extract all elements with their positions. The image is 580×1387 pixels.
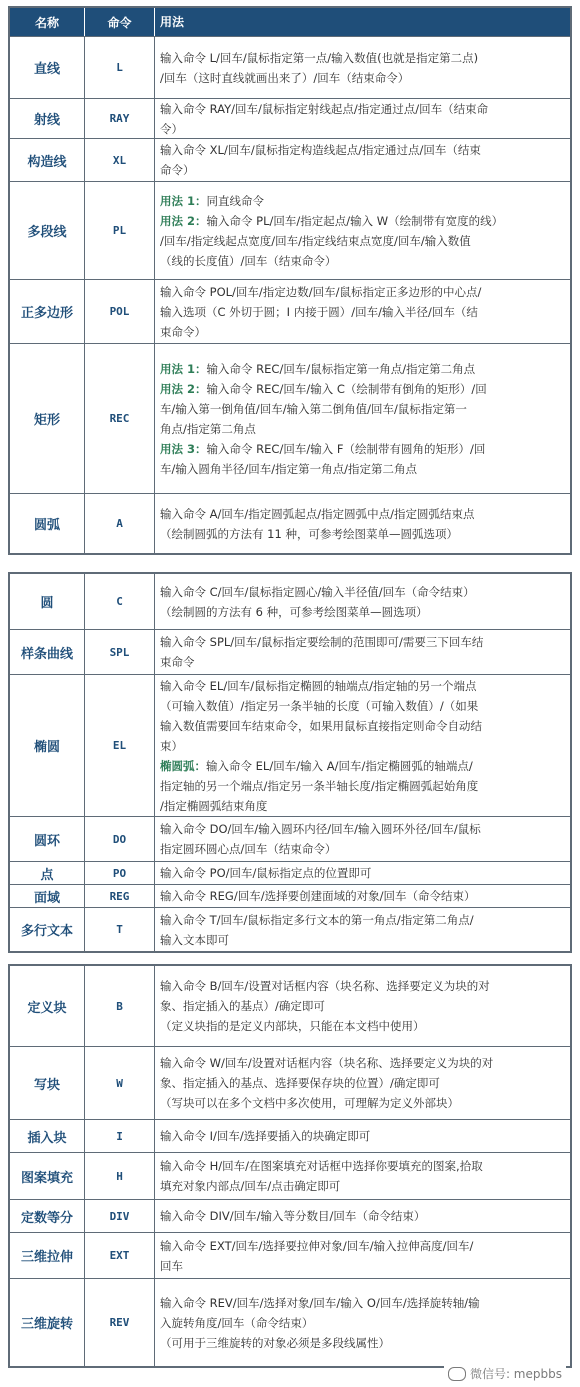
usage-line [160,1313,565,1333]
usage-method-label: 椭圆弧： [160,758,206,773]
usage-text: 命令） [160,163,195,177]
command-code: PL [85,182,155,279]
usage-line [160,582,565,602]
usage-text: 输入命令 DIV/回车/输入等分数目/回车（命令结束） [160,1209,426,1223]
usage-text: 入旋转角度/回车（命令结束） [160,1315,314,1330]
usage-line [160,322,565,342]
command-name: 三维旋转 [10,1279,85,1366]
command-name: 构造线 [10,139,85,181]
command-code: DO [85,817,155,861]
usage-text: 输入命令 XL/回车/鼠标指定构造线起点/指定通过点/回车（结束 [160,143,481,157]
usage-text: 填充对象内部点/回车/点击确定即可 [160,1179,341,1193]
usage-text: 输入命令 REC/回车/输入 C（绘制带有倒角的矩形）/回 [206,381,487,396]
usage-line [160,632,565,652]
usage-method-label: 用法 3： [160,441,207,456]
usage-line [160,68,565,88]
usage-line [160,716,565,736]
usage-line [160,504,565,524]
command-name: 圆弧 [10,494,85,553]
usage-line [160,1093,565,1113]
command-name: 直线 [10,37,85,98]
command-usage [155,885,570,907]
table-row [10,493,570,553]
usage-line [160,1016,565,1036]
command-code: REC [85,344,155,493]
usage-line [160,863,565,883]
command-name: 点 [10,862,85,884]
usage-text: 象、指定插入的基点、选择要保存块的位置）/确定即可 [160,1076,440,1090]
command-code: XL [85,139,155,181]
usage-line [160,776,565,796]
usage-line [160,48,565,68]
table-row [10,674,570,816]
command-code: B [85,966,155,1046]
command-code: EL [85,675,155,816]
usage-text: 车/输入圆角半径/回车/指定第一角点/指定第二角点 [160,461,417,476]
command-usage [155,494,570,553]
usage-text: 输入命令 PL/回车/指定起点/输入 W（绘制带有宽度的线） [206,213,504,228]
command-usage [155,862,570,884]
usage-line [160,282,565,302]
usage-text: 输入命令 EL/回车/鼠标指定椭圆的轴端点/指定轴的另一个端点 [160,678,477,693]
table-row [10,1232,570,1278]
command-usage [155,280,570,343]
usage-method-label: 用法 1： [160,361,207,376]
command-name: 正多边形 [10,280,85,343]
command-name: 矩形 [10,344,85,493]
table-row [10,36,570,98]
table-row [10,1199,570,1232]
command-name: 样条曲线 [10,630,85,674]
command-usage [155,1233,570,1278]
command-code: T [85,908,155,951]
command-code: I [85,1120,155,1152]
usage-line [160,819,565,839]
usage-text: 输入命令 DO/回车/输入圆环内径/回车/输入圆环外径/回车/鼠标 [160,822,481,836]
header-name: 名称 [10,8,85,36]
usage-line [160,1293,565,1313]
usage-line [160,359,565,379]
usage-line [160,302,565,322]
usage-text: /回车（这时直线就画出来了）/回车（结束命令） [160,70,410,85]
command-name: 面域 [10,885,85,907]
table-row [10,1152,570,1199]
usage-text: 输入命令 EXT/回车/选择要拉伸对象/回车/输入拉伸高度/回车/ [160,1238,474,1253]
usage-text: （绘制圆的方法有 6 种，可参考绘图菜单—圆选项） [160,604,428,619]
table-row [10,861,570,884]
command-usage [155,37,570,98]
usage-text: 角点/指定第二角点 [160,421,256,436]
usage-text: 指定轴的另一个端点/指定另一条半轴长度/指定椭圆弧起始角度 [160,778,479,793]
usage-text: /回车/指定线起点宽度/回车/指定线结束点宽度/回车/输入数值 [160,233,471,248]
usage-line [160,930,565,950]
usage-text: 输入命令 T/回车/鼠标指定多行文本的第一角点/指定第二角点/ [160,912,474,927]
usage-text: 令） [160,121,183,136]
usage-method-label: 用法 2： [160,381,207,396]
command-code: SPL [85,630,155,674]
usage-line [160,524,565,544]
command-name: 写块 [10,1047,85,1119]
usage-text: （可用于三维旋转的对象必须是多段线属性） [160,1335,390,1350]
usage-text: 输入命令 C/回车/鼠标指定圆心/输入半径值/回车（命令结束） [160,584,475,599]
usage-text: 输入命令 A/回车/指定圆弧起点/指定圆弧中点/指定圆弧结束点 [160,506,475,521]
usage-text: 输入命令 PO/回车/鼠标指定点的位置即可 [160,866,372,880]
usage-text: 同直线命令 [206,193,265,208]
usage-line [160,1256,565,1276]
command-usage [155,675,570,816]
command-name: 多段线 [10,182,85,279]
usage-line [160,231,565,251]
header-usage: 用法 [160,15,185,29]
command-usage [155,1120,570,1152]
usage-line [160,602,565,622]
usage-line [160,696,565,716]
command-name: 椭圆 [10,675,85,816]
command-usage [155,630,570,674]
usage-text: 输入文本即可 [160,932,229,947]
command-usage [155,182,570,279]
command-table-draw-2 [8,572,572,953]
usage-line [160,796,565,816]
command-name: 圆 [10,574,85,629]
usage-text: 输入命令 SPL/回车/鼠标指定要绘制的范围即可/需要三下回车结 [160,635,484,649]
command-usage [155,99,570,138]
command-usage [155,908,570,951]
command-name: 插入块 [10,1120,85,1152]
usage-text: 回车 [160,1258,183,1273]
usage-line [160,736,565,756]
usage-text: 输入命令 H/回车/在图案填充对话框中选择你要填充的图案,拾取 [160,1159,483,1173]
usage-text: 束命令） [160,324,206,339]
table-row [10,181,570,279]
command-name: 射线 [10,99,85,138]
usage-line [160,211,565,231]
command-usage [155,817,570,861]
table-row [10,816,570,861]
command-usage [155,1200,570,1232]
usage-line [160,1333,565,1353]
command-code: REG [85,885,155,907]
usage-text: （线的长度值）/回车（结束命令） [160,253,337,268]
command-name: 定义块 [10,966,85,1046]
command-code: POL [85,280,155,343]
table-row [10,629,570,674]
usage-line [160,119,565,139]
command-code: H [85,1153,155,1199]
command-name: 圆环 [10,817,85,861]
usage-text: 输入命令 I/回车/选择要插入的块确定即可 [160,1129,371,1143]
usage-line [160,99,565,119]
command-code: W [85,1047,155,1119]
usage-text: （可输入数值）/指定另一条半轴的长度（可输入数值）/（如果 [160,698,479,713]
table-row [10,1278,570,1366]
usage-line [160,459,565,479]
usage-text: （绘制圆弧的方法有 11 种，可参考绘图菜单—圆弧选项） [160,526,458,541]
usage-text: 车/输入第一倒角值/回车/输入第二倒角值/回车/鼠标指定第一 [160,401,467,416]
table-row [10,98,570,138]
usage-line [160,1156,565,1176]
usage-line [160,676,565,696]
usage-line [160,1126,565,1146]
usage-text: 输入选项（C 外切于圆；I 内接于圆）/回车/输入半径/回车（结 [160,304,478,319]
usage-line [160,399,565,419]
table-header [10,8,570,36]
command-table-block-3d [8,964,572,1368]
usage-text: 输入命令 REC/回车/鼠标指定第一角点/指定第二角点 [206,361,476,376]
usage-text: 输入命令 B/回车/设置对话框内容（块名称、选择要定义为块的对 [160,979,490,993]
usage-line [160,439,565,459]
usage-line [160,756,565,776]
usage-line [160,140,565,160]
usage-line [160,886,565,906]
usage-text: 输入数值需要回车结束命令，如果用鼠标直接指定则命令自动结 [160,718,482,733]
usage-text: （写块可以在多个文档中多次使用，可理解为定义外部块） [160,1096,459,1110]
command-code: L [85,37,155,98]
command-usage [155,574,570,629]
command-name: 三维拉伸 [10,1233,85,1278]
command-name: 定数等分 [10,1200,85,1232]
watermark [444,1364,566,1383]
usage-text: 输入命令 REC/回车/输入 F（绘制带有圆角的矩形）/回 [206,441,486,456]
usage-text: 束命令 [160,655,195,669]
watermark-text: 微信号: mepbbs [469,1367,562,1381]
command-code: REV [85,1279,155,1366]
usage-line [160,910,565,930]
usage-line [160,1053,565,1073]
table-row [10,574,570,629]
table-row [10,966,570,1046]
usage-line [160,419,565,439]
table-row [10,884,570,907]
usage-line [160,839,565,859]
command-usage [155,966,570,1046]
usage-text: /指定椭圆弧结束角度 [160,798,268,813]
wechat-icon [448,1367,466,1381]
command-name: 图案填充 [10,1153,85,1199]
command-usage [155,344,570,493]
table-row [10,1119,570,1152]
usage-line [160,160,565,180]
usage-line [160,1206,565,1226]
usage-line [160,1236,565,1256]
command-table-draw-1 [8,6,572,555]
usage-method-label: 用法 2： [160,213,207,228]
table-row [10,138,570,181]
usage-text: 输入命令 REV/回车/选择对象/回车/输入 O/回车/选择旋转轴/输 [160,1295,480,1310]
usage-text: 束） [160,738,183,753]
usage-text: 输入命令 W/回车/设置对话框内容（块名称、选择要定义为块的对 [160,1056,494,1070]
usage-text: （定义块指的是定义内部块，只能在本文档中使用） [160,1019,425,1033]
usage-text: 输入命令 RAY/回车/鼠标指定射线起点/指定通过点/回车（结束命 [160,101,489,116]
command-usage [155,139,570,181]
usage-text: 输入命令 POL/回车/指定边数/回车/鼠标指定正多边形的中心点/ [160,284,482,299]
table-row [10,907,570,951]
header-command: 命令 [85,8,155,36]
command-name: 多行文本 [10,908,85,951]
usage-text: 象、指定插入的基点）/确定即可 [160,999,325,1013]
usage-line [160,1073,565,1093]
table-row [10,1046,570,1119]
table-row [10,343,570,493]
command-usage [155,1047,570,1119]
usage-line [160,996,565,1016]
usage-line [160,251,565,271]
command-code: DIV [85,1200,155,1232]
usage-method-label: 用法 1： [160,193,207,208]
usage-text: 输入命令 L/回车/鼠标指定第一点/输入数值(也就是指定第二点) [160,50,479,65]
usage-text: 输入命令 EL/回车/输入 A/回车/指定椭圆弧的轴端点/ [206,758,473,773]
usage-line [160,191,565,211]
command-code: EXT [85,1233,155,1278]
usage-line [160,652,565,672]
command-usage [155,1153,570,1199]
command-code: A [85,494,155,553]
command-code: PO [85,862,155,884]
usage-line [160,1176,565,1196]
usage-text: 指定圆环圆心点/回车（结束命令） [160,842,337,856]
command-usage [155,1279,570,1366]
command-code: C [85,574,155,629]
command-code: RAY [85,99,155,138]
table-row [10,279,570,343]
usage-line [160,976,565,996]
usage-text: 输入命令 REG/回车/选择要创建面域的对象/回车（命令结束） [160,889,476,903]
usage-line [160,379,565,399]
